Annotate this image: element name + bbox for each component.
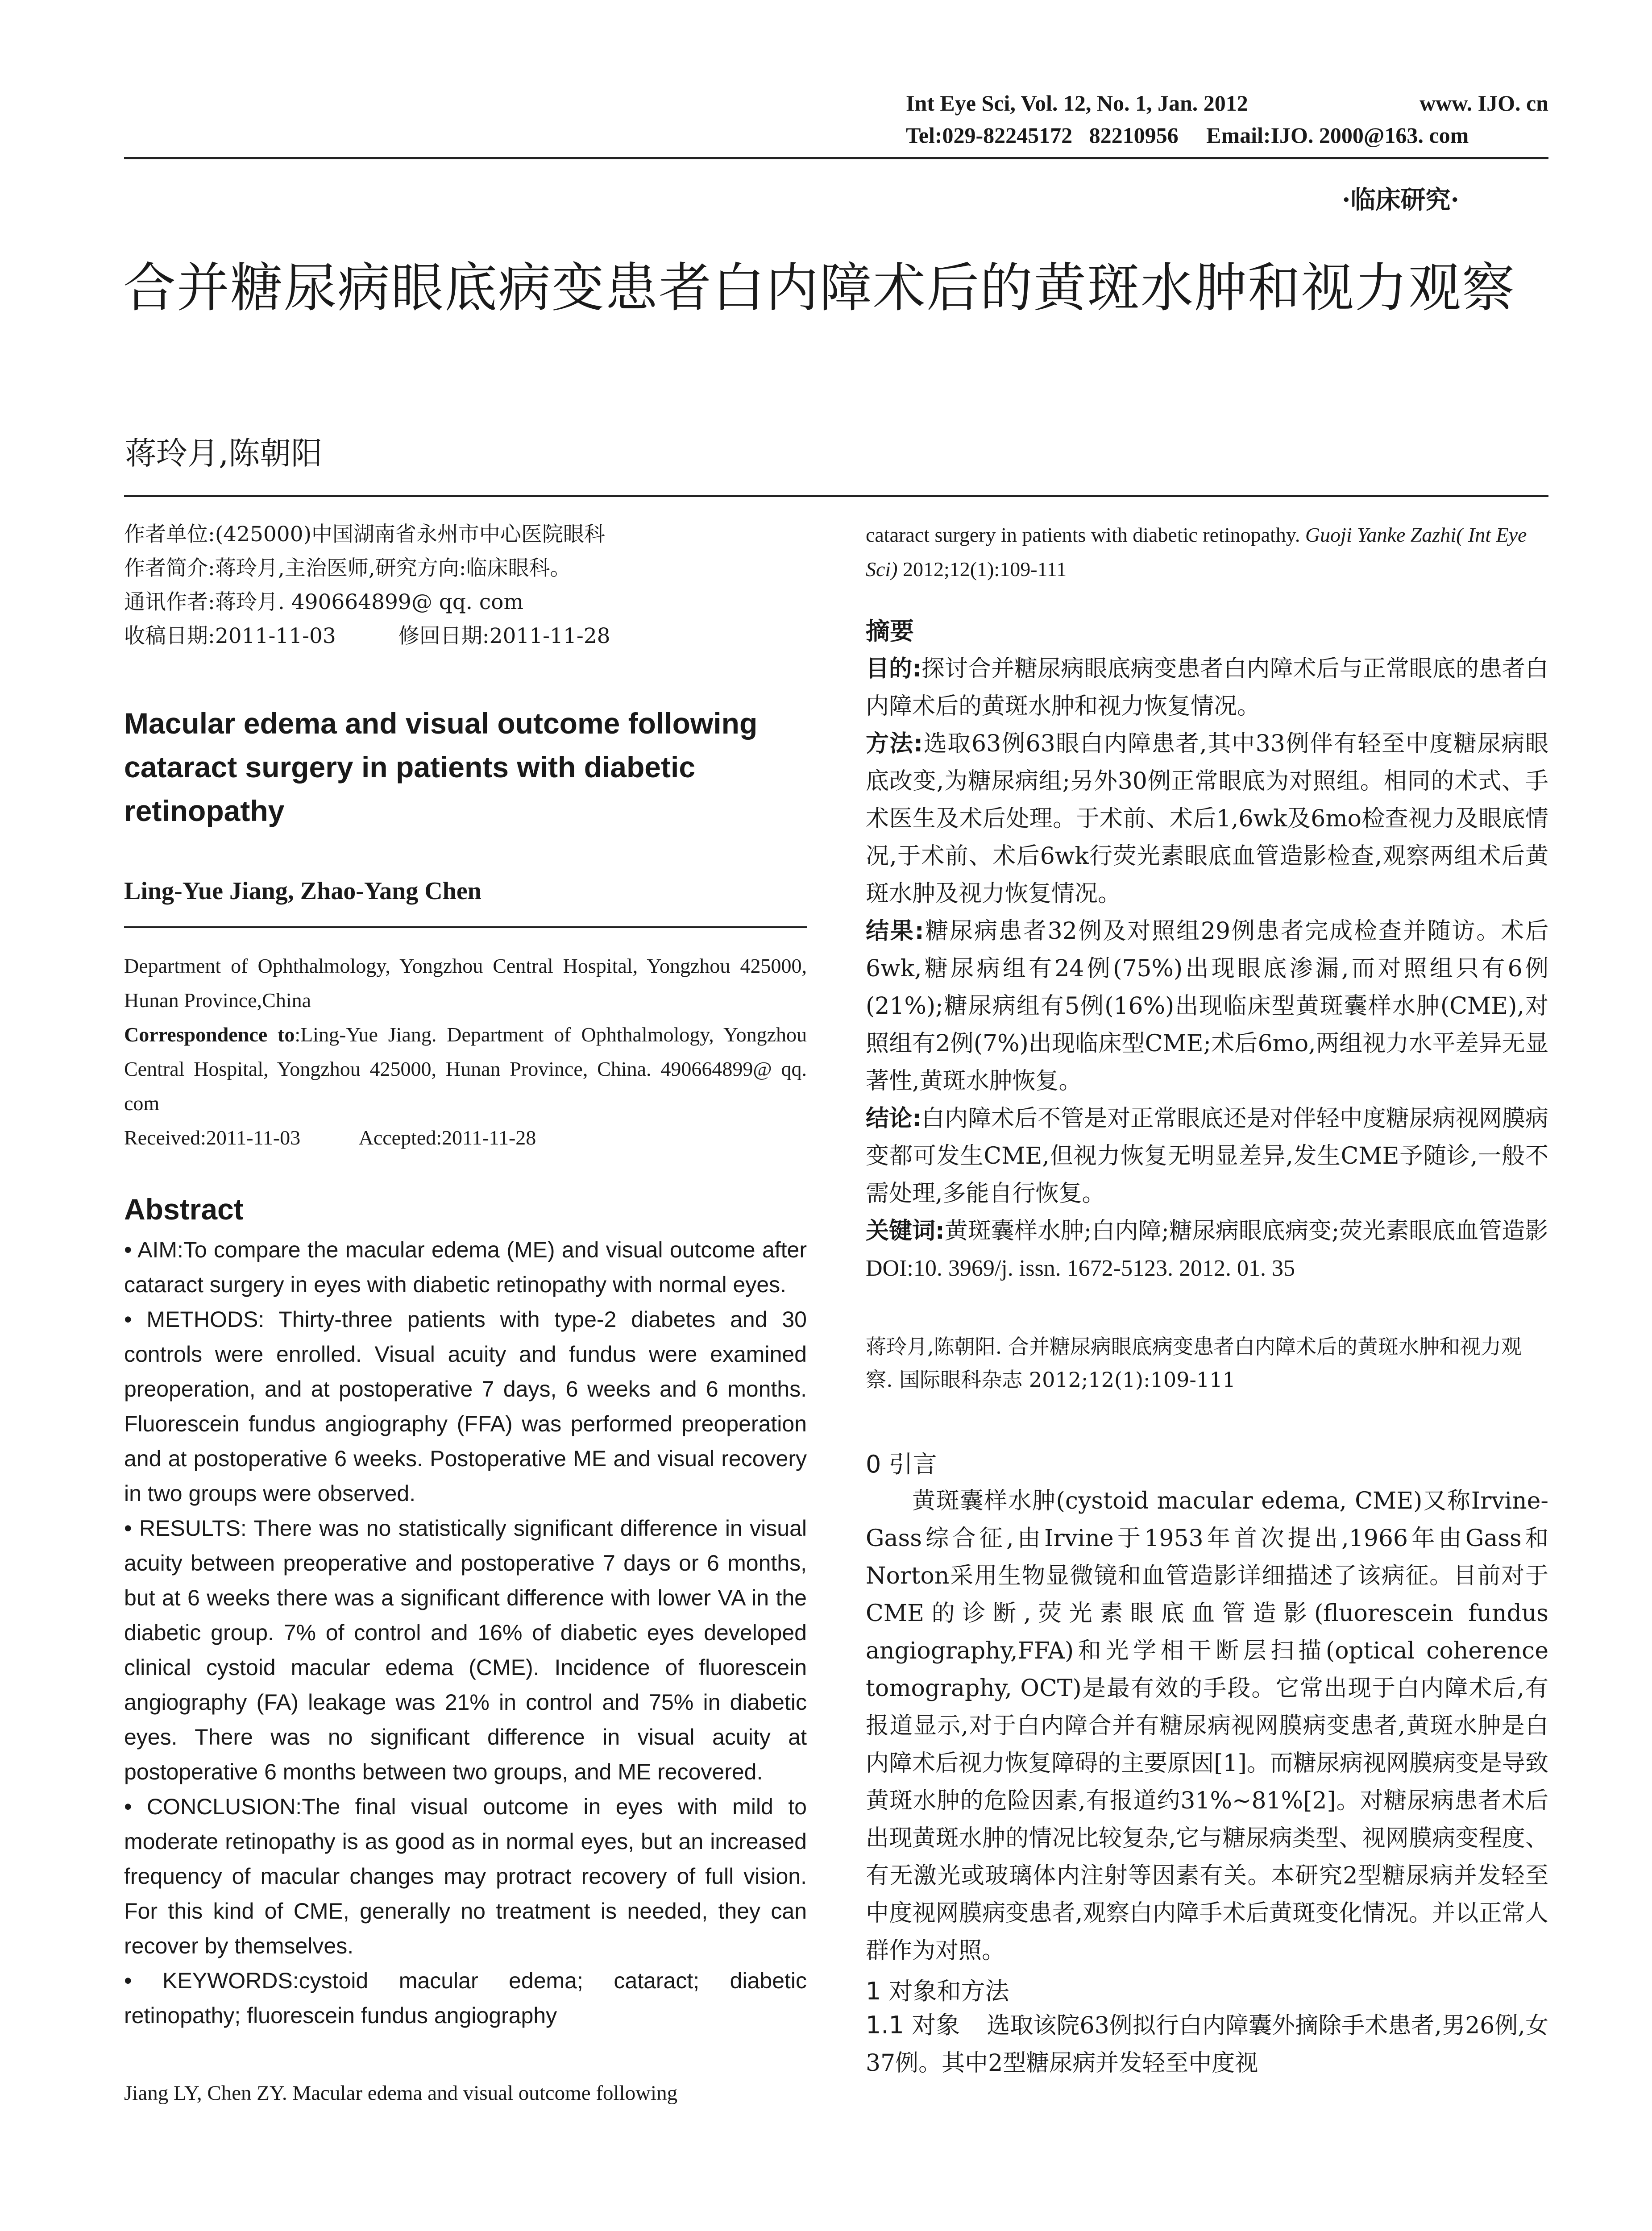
citation-en-journal: Guoji Yanke Zazhi( Int Eye Sci): [866, 523, 1527, 581]
affil-bio-cn: 作者简介:蒋玲月,主治医师,研究方向:临床眼科。: [124, 556, 571, 581]
subjects-paragraph: 1.1 对象 选取该院63例拟行白内障囊外摘除手术患者,男26例,女37例。其中2型糖尿病并发轻至中度视: [866, 2011, 1548, 2077]
abstract-conclusion-en: • CONCLUSION:The final visual outcome in eyes with mild to moderate retinopathy is as good as in normal eyes, but an increased frequency of macular changes may protract recovery of full vision. For this kind of CME, generally no treatment is needed, they can recover by themselves.: [124, 1794, 807, 1958]
abstract-heading-cn: 摘要: [866, 617, 914, 645]
authors-en: Ling-Yue Jiang, Zhao-Yang Chen: [124, 877, 481, 905]
affil-corr-en: [124, 1017, 807, 1120]
affil-corr-cn: 通讯作者:蒋玲月. 490664899@ qq. com: [124, 590, 524, 614]
abstract-results-cn: 结果:糖尿病患者32例及对照组29例患者完成检查并随访。术后6wk,糖尿病组有24例(75%)出现眼底渗漏,而对照组只有6例(21%);糖尿病组有5例(16%)出现临床型黄斑囊样水肿(CME),对照组有2例(7%)出现临床型CME;术后6mo,两组视力水平差异无显著性,黄斑水肿恢复。: [866, 918, 1549, 1095]
corr-label-en: Correspondence to: [124, 1023, 295, 1046]
received-date-en: Received:2011-11-03: [124, 1126, 301, 1149]
abstract-body-cn: [866, 650, 1548, 1287]
left-column: [124, 518, 807, 2111]
section-tag: ·临床研究·: [1342, 185, 1459, 215]
intro-body: [866, 1482, 1548, 1970]
page-title-cn: 合并糖尿病眼底病变患者白内障术后的黄斑水肿和视力观察: [123, 257, 1516, 319]
abstract-body-en: [124, 1232, 807, 2033]
affil-dates-cn: [124, 619, 807, 653]
intro-paragraph: 黄斑囊样水肿(cystoid macular edema, CME)又称Irvine-Gass综合征,由Irvine于1953年首次提出,1966年由Gass和Norton采用生物显微镜和血管造影详细描述了该病征。目前对于CME的诊断,荧光素眼底血管造影(fluorescein fundus angiography,FFA)和光学相干断层扫描(optical coherence tomography, OCT)是最有效的手段。它常出现于白内障术后,有报道显示,对于白内障合并有糖尿病视网膜病变患者,黄斑水肿是白内障术后视力恢复障碍的主要原因[1]。而糖尿病视网膜病变是导致黄斑水肿的危险因素,有报道约31%~81%[2]。对糖尿病患者术后出现黄斑水肿的情况比较复杂,它与糖尿病类型、视网膜病变程度、有无激光或玻璃体内注射等因素有关。本研究2型糖尿病并发轻至中度视网膜病变患者,观察白内障手术后黄斑变化情况。并以正常人群作为对照。: [866, 1488, 1548, 1964]
subsection-label: 1.1 对象: [866, 2011, 960, 2039]
revised-date-cn: 修回日期:2011-11-28: [398, 624, 610, 648]
title-rule: [124, 495, 1548, 497]
abstract-heading-en: Abstract: [124, 1193, 244, 1226]
citation-en-line1: Jiang LY, Chen ZY. Macular edema and visual outcome following: [124, 2082, 678, 2105]
received-date-cn: 收稿日期:2011-11-03: [124, 624, 336, 648]
citation-cn: 蒋玲月,陈朝阳. 合并糖尿病眼底病变患者白内障术后的黄斑水肿和视力观察. 国际眼科杂志 2012;12(1):109-111: [866, 1335, 1522, 1392]
intro-heading: 0 引言: [866, 1450, 937, 1478]
author-rule: [124, 926, 807, 928]
abstract-methods-cn: 方法:选取63例63眼白内障患者,其中33例伴有轻至中度糖尿病眼底改变,为糖尿病组;另外30例正常眼底为对照组。相同的术式、手术医生及术后处理。于术前、术后1,6wk及6mo检查视力及眼底情况,于术前、术后6wk行荧光素眼底血管造影检查,观察两组术后黄斑水肿及视力恢复情况。: [866, 730, 1548, 907]
citation-en-line2: cataract surgery in patients with diabetic retinopathy.: [866, 523, 1300, 546]
citation-en-cont: [866, 518, 1548, 586]
abstract-keywords-en: • KEYWORDS:cystoid macular edema; cataract; diabetic retinopathy; fluorescein fundus angiography: [124, 1968, 807, 2028]
abstract-conclusion-cn: 结论:白内障术后不管是对正常眼底还是对伴轻中度糖尿病视网膜病变都可发生CME,但视力恢复无明显差异,发生CME予随诊,一般不需处理,多能自行恢复。: [866, 1105, 1548, 1207]
abstract-results-en: • RESULTS: There was no statistically significant difference in visual acuity between preoperative and postoperative 7 days or 6 months, but at 6 weeks there was a significant difference with lower VA in the diabetic group. 7% of control and 16% of diabetic eyes developed clinical cystoid macular edema (CME). Incidence of fluorescein angiography (FA) leakage was 21% in control and 75% in diabetic eyes. There was no significant difference in visual acuity at postoperative 6 months between two groups, and ME recovered.: [124, 1516, 807, 1784]
citation-en-tail: 2012;12(1):109-111: [903, 558, 1067, 581]
authors-cn: 蒋玲月,陈朝阳: [125, 435, 323, 472]
journal-website: www. IJO. cn: [1420, 91, 1548, 116]
abstract-aim-cn: 目的:探讨合并糖尿病眼底病变患者白内障术后与正常眼底的患者白内障术后的黄斑水肿和视力恢复情况。: [866, 655, 1548, 720]
journal-line: Int Eye Sci, Vol. 12, No. 1, Jan. 2012: [906, 91, 1248, 116]
right-column: [866, 518, 1548, 2082]
header-rule: [124, 157, 1548, 159]
affil-dates-en: [124, 1120, 807, 1155]
affil-dept-en: Department of Ophthalmology, Yongzhou Central Hospital, Yongzhou 425000, Hunan Province,China: [124, 954, 807, 1012]
abstract-keywords-cn: 关键词:黄斑囊样水肿;白内障;糖尿病眼底病变;荧光素眼底血管造影: [866, 1218, 1548, 1244]
affil-unit-cn: 作者单位:(425000)中国湖南省永州市中心医院眼科: [124, 522, 605, 547]
abstract-methods-en: • METHODS: Thirty-three patients with type-2 diabetes and 30 controls were enrolled. Visual acuity and fundus were examined preoperation, and at postoperative 7 days, 6 weeks and 6 months. Fluorescein fundus angiography (FFA) was performed preoperation and at postoperative 6 weeks. Postoperative ME and visual recovery in two groups were observed.: [124, 1307, 807, 1506]
doi: DOI:10. 3969/j. issn. 1672-5123. 2012. 01. 35: [866, 1256, 1295, 1281]
page-title-en: Macular edema and visual outcome following cataract surgery in patients with diabetic retinopathy: [124, 707, 758, 827]
accepted-date-en: Accepted:2011-11-28: [358, 1126, 536, 1149]
journal-contact: Tel:029-82245172 82210956 Email:IJO. 2000@163. com: [906, 123, 1469, 148]
abstract-aim-en: • AIM:To compare the macular edema (ME) and visual outcome after cataract surgery in eyes with diabetic retinopathy with normal eyes.: [124, 1237, 807, 1297]
methods-heading: 1 对象和方法: [866, 1977, 1009, 2005]
affil-en: [124, 949, 807, 1155]
methods-subsection: [866, 2007, 1548, 2082]
corr-text-en: :Ling-Yue Jiang. Department of Ophthalmology, Yongzhou Central Hospital, Yongzhou 425000, Hunan Province, China. 490664899@ qq. com: [124, 1023, 807, 1115]
